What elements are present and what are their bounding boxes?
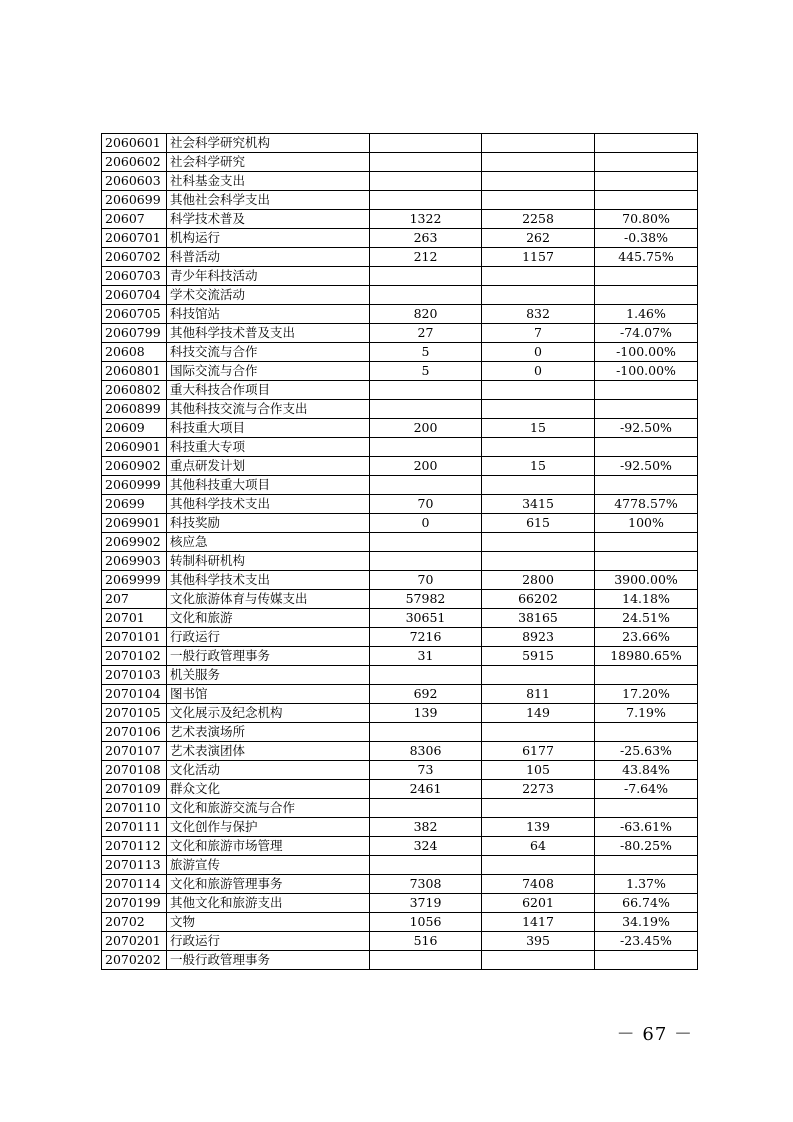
change-rate-cell bbox=[595, 134, 698, 153]
subject-code-cell: 2060705 bbox=[102, 305, 167, 324]
change-rate-cell: 3900.00% bbox=[595, 571, 698, 590]
change-rate-cell bbox=[595, 267, 698, 286]
subject-code-cell: 2070202 bbox=[102, 951, 167, 970]
change-rate-cell: 7.19% bbox=[595, 704, 698, 723]
change-rate-cell: -74.07% bbox=[595, 324, 698, 343]
subject-name-cell: 社会科学研究 bbox=[167, 153, 370, 172]
subject-code-cell: 2070110 bbox=[102, 799, 167, 818]
change-rate-cell bbox=[595, 552, 698, 571]
current-year-value-cell: 2258 bbox=[482, 210, 595, 229]
subject-name-cell: 国际交流与合作 bbox=[167, 362, 370, 381]
current-year-value-cell: 811 bbox=[482, 685, 595, 704]
change-rate-cell bbox=[595, 381, 698, 400]
change-rate-cell: 1.37% bbox=[595, 875, 698, 894]
current-year-value-cell bbox=[482, 134, 595, 153]
subject-name-cell: 转制科研机构 bbox=[167, 552, 370, 571]
subject-name-cell: 科学技术普及 bbox=[167, 210, 370, 229]
subject-name-cell: 旅游宣传 bbox=[167, 856, 370, 875]
subject-name-cell: 科技重大项目 bbox=[167, 419, 370, 438]
subject-code-cell: 20608 bbox=[102, 343, 167, 362]
prior-year-value-cell bbox=[370, 951, 482, 970]
prior-year-value-cell bbox=[370, 438, 482, 457]
change-rate-cell bbox=[595, 438, 698, 457]
change-rate-cell: -0.38% bbox=[595, 229, 698, 248]
change-rate-cell bbox=[595, 856, 698, 875]
prior-year-value-cell: 0 bbox=[370, 514, 482, 533]
current-year-value-cell bbox=[482, 267, 595, 286]
prior-year-value-cell bbox=[370, 381, 482, 400]
current-year-value-cell: 5915 bbox=[482, 647, 595, 666]
prior-year-value-cell bbox=[370, 666, 482, 685]
table-row bbox=[102, 400, 698, 419]
table-row bbox=[102, 761, 698, 780]
prior-year-value-cell bbox=[370, 134, 482, 153]
prior-year-value-cell: 73 bbox=[370, 761, 482, 780]
table-row bbox=[102, 248, 698, 267]
change-rate-cell: -92.50% bbox=[595, 419, 698, 438]
current-year-value-cell bbox=[482, 533, 595, 552]
budget-table-body bbox=[102, 134, 698, 970]
subject-name-cell: 其他科技重大项目 bbox=[167, 476, 370, 495]
subject-name-cell: 文化和旅游交流与合作 bbox=[167, 799, 370, 818]
subject-code-cell: 2060899 bbox=[102, 400, 167, 419]
table-row bbox=[102, 609, 698, 628]
subject-code-cell: 2069901 bbox=[102, 514, 167, 533]
subject-code-cell: 2070111 bbox=[102, 818, 167, 837]
prior-year-value-cell: 139 bbox=[370, 704, 482, 723]
subject-code-cell: 2070103 bbox=[102, 666, 167, 685]
table-row bbox=[102, 552, 698, 571]
prior-year-value-cell: 5 bbox=[370, 362, 482, 381]
change-rate-cell: 23.66% bbox=[595, 628, 698, 647]
prior-year-value-cell: 1056 bbox=[370, 913, 482, 932]
subject-code-cell: 2060703 bbox=[102, 267, 167, 286]
prior-year-value-cell bbox=[370, 267, 482, 286]
change-rate-cell: -80.25% bbox=[595, 837, 698, 856]
subject-name-cell: 一般行政管理事务 bbox=[167, 647, 370, 666]
prior-year-value-cell: 8306 bbox=[370, 742, 482, 761]
table-row bbox=[102, 343, 698, 362]
subject-code-cell: 2070101 bbox=[102, 628, 167, 647]
table-row bbox=[102, 514, 698, 533]
prior-year-value-cell: 27 bbox=[370, 324, 482, 343]
table-row bbox=[102, 913, 698, 932]
subject-name-cell: 其他科学技术普及支出 bbox=[167, 324, 370, 343]
subject-name-cell: 艺术表演场所 bbox=[167, 723, 370, 742]
prior-year-value-cell bbox=[370, 172, 482, 191]
prior-year-value-cell: 692 bbox=[370, 685, 482, 704]
prior-year-value-cell: 57982 bbox=[370, 590, 482, 609]
subject-name-cell: 文化活动 bbox=[167, 761, 370, 780]
current-year-value-cell bbox=[482, 381, 595, 400]
subject-code-cell: 2069903 bbox=[102, 552, 167, 571]
prior-year-value-cell bbox=[370, 153, 482, 172]
table-row bbox=[102, 951, 698, 970]
subject-code-cell: 2060704 bbox=[102, 286, 167, 305]
subject-code-cell: 2060603 bbox=[102, 172, 167, 191]
table-row bbox=[102, 590, 698, 609]
change-rate-cell: 1.46% bbox=[595, 305, 698, 324]
table-row bbox=[102, 704, 698, 723]
current-year-value-cell: 2273 bbox=[482, 780, 595, 799]
subject-code-cell: 2070114 bbox=[102, 875, 167, 894]
change-rate-cell: 100% bbox=[595, 514, 698, 533]
prior-year-value-cell: 212 bbox=[370, 248, 482, 267]
subject-code-cell: 2069999 bbox=[102, 571, 167, 590]
table-row bbox=[102, 229, 698, 248]
table-row bbox=[102, 837, 698, 856]
subject-name-cell: 文化展示及纪念机构 bbox=[167, 704, 370, 723]
subject-code-cell: 2060699 bbox=[102, 191, 167, 210]
prior-year-value-cell: 70 bbox=[370, 495, 482, 514]
subject-code-cell: 2060901 bbox=[102, 438, 167, 457]
table-row bbox=[102, 324, 698, 343]
current-year-value-cell bbox=[482, 191, 595, 210]
table-row bbox=[102, 571, 698, 590]
subject-code-cell: 2060601 bbox=[102, 134, 167, 153]
subject-name-cell: 社会科学研究机构 bbox=[167, 134, 370, 153]
prior-year-value-cell: 7216 bbox=[370, 628, 482, 647]
table-row bbox=[102, 742, 698, 761]
subject-name-cell: 艺术表演团体 bbox=[167, 742, 370, 761]
change-rate-cell bbox=[595, 723, 698, 742]
subject-code-cell: 20607 bbox=[102, 210, 167, 229]
prior-year-value-cell: 30651 bbox=[370, 609, 482, 628]
subject-code-cell: 2070113 bbox=[102, 856, 167, 875]
current-year-value-cell: 262 bbox=[482, 229, 595, 248]
subject-code-cell: 2070108 bbox=[102, 761, 167, 780]
prior-year-value-cell: 263 bbox=[370, 229, 482, 248]
subject-name-cell: 科技重大专项 bbox=[167, 438, 370, 457]
subject-name-cell: 文化和旅游管理事务 bbox=[167, 875, 370, 894]
subject-name-cell: 行政运行 bbox=[167, 932, 370, 951]
change-rate-cell: -100.00% bbox=[595, 362, 698, 381]
current-year-value-cell: 1417 bbox=[482, 913, 595, 932]
current-year-value-cell bbox=[482, 951, 595, 970]
current-year-value-cell bbox=[482, 723, 595, 742]
current-year-value-cell: 149 bbox=[482, 704, 595, 723]
subject-name-cell: 科技馆站 bbox=[167, 305, 370, 324]
current-year-value-cell: 64 bbox=[482, 837, 595, 856]
subject-name-cell: 文化和旅游 bbox=[167, 609, 370, 628]
subject-name-cell: 社科基金支出 bbox=[167, 172, 370, 191]
subject-name-cell: 其他科技交流与合作支出 bbox=[167, 400, 370, 419]
current-year-value-cell: 6177 bbox=[482, 742, 595, 761]
subject-name-cell: 机构运行 bbox=[167, 229, 370, 248]
change-rate-cell bbox=[595, 191, 698, 210]
subject-code-cell: 2070199 bbox=[102, 894, 167, 913]
subject-code-cell: 20609 bbox=[102, 419, 167, 438]
subject-code-cell: 2070107 bbox=[102, 742, 167, 761]
subject-code-cell: 2060602 bbox=[102, 153, 167, 172]
prior-year-value-cell: 200 bbox=[370, 419, 482, 438]
subject-code-cell: 20702 bbox=[102, 913, 167, 932]
change-rate-cell bbox=[595, 666, 698, 685]
subject-code-cell: 2060702 bbox=[102, 248, 167, 267]
subject-code-cell: 20701 bbox=[102, 609, 167, 628]
subject-code-cell: 2070112 bbox=[102, 837, 167, 856]
current-year-value-cell: 105 bbox=[482, 761, 595, 780]
table-row bbox=[102, 476, 698, 495]
subject-code-cell: 2070102 bbox=[102, 647, 167, 666]
subject-name-cell: 学术交流活动 bbox=[167, 286, 370, 305]
table-row bbox=[102, 286, 698, 305]
subject-name-cell: 图书馆 bbox=[167, 685, 370, 704]
prior-year-value-cell bbox=[370, 476, 482, 495]
change-rate-cell: -92.50% bbox=[595, 457, 698, 476]
change-rate-cell bbox=[595, 153, 698, 172]
subject-code-cell: 2070104 bbox=[102, 685, 167, 704]
subject-name-cell: 文化旅游体育与传媒支出 bbox=[167, 590, 370, 609]
subject-code-cell: 2060801 bbox=[102, 362, 167, 381]
change-rate-cell: 43.84% bbox=[595, 761, 698, 780]
change-rate-cell: 4778.57% bbox=[595, 495, 698, 514]
table-row bbox=[102, 875, 698, 894]
change-rate-cell bbox=[595, 533, 698, 552]
subject-code-cell: 2070109 bbox=[102, 780, 167, 799]
change-rate-cell bbox=[595, 951, 698, 970]
current-year-value-cell: 1157 bbox=[482, 248, 595, 267]
subject-name-cell: 其他文化和旅游支出 bbox=[167, 894, 370, 913]
current-year-value-cell: 15 bbox=[482, 419, 595, 438]
current-year-value-cell bbox=[482, 799, 595, 818]
table-row bbox=[102, 533, 698, 552]
prior-year-value-cell bbox=[370, 533, 482, 552]
table-row bbox=[102, 818, 698, 837]
table-row bbox=[102, 419, 698, 438]
subject-name-cell: 科普活动 bbox=[167, 248, 370, 267]
table-row bbox=[102, 210, 698, 229]
subject-code-cell: 2060799 bbox=[102, 324, 167, 343]
table-row bbox=[102, 438, 698, 457]
table-row bbox=[102, 856, 698, 875]
change-rate-cell: 445.75% bbox=[595, 248, 698, 267]
current-year-value-cell: 139 bbox=[482, 818, 595, 837]
change-rate-cell bbox=[595, 286, 698, 305]
subject-name-cell: 科技奖励 bbox=[167, 514, 370, 533]
subject-name-cell: 行政运行 bbox=[167, 628, 370, 647]
subject-code-cell: 207 bbox=[102, 590, 167, 609]
change-rate-cell: 18980.65% bbox=[595, 647, 698, 666]
subject-name-cell: 一般行政管理事务 bbox=[167, 951, 370, 970]
table-row bbox=[102, 780, 698, 799]
current-year-value-cell: 0 bbox=[482, 343, 595, 362]
prior-year-value-cell: 5 bbox=[370, 343, 482, 362]
prior-year-value-cell bbox=[370, 723, 482, 742]
subject-code-cell: 2060802 bbox=[102, 381, 167, 400]
subject-code-cell: 2060701 bbox=[102, 229, 167, 248]
table-row bbox=[102, 723, 698, 742]
table-row bbox=[102, 666, 698, 685]
table-row bbox=[102, 685, 698, 704]
current-year-value-cell: 15 bbox=[482, 457, 595, 476]
prior-year-value-cell: 820 bbox=[370, 305, 482, 324]
prior-year-value-cell: 31 bbox=[370, 647, 482, 666]
table-row bbox=[102, 894, 698, 913]
subject-name-cell: 文物 bbox=[167, 913, 370, 932]
table-row bbox=[102, 647, 698, 666]
change-rate-cell bbox=[595, 799, 698, 818]
page-number: － 67 － bbox=[616, 1024, 693, 1045]
table-row bbox=[102, 305, 698, 324]
subject-name-cell: 科技交流与合作 bbox=[167, 343, 370, 362]
current-year-value-cell: 3415 bbox=[482, 495, 595, 514]
current-year-value-cell bbox=[482, 438, 595, 457]
table-row bbox=[102, 495, 698, 514]
current-year-value-cell: 38165 bbox=[482, 609, 595, 628]
subject-name-cell: 其他科学技术支出 bbox=[167, 495, 370, 514]
table-row bbox=[102, 267, 698, 286]
subject-name-cell: 青少年科技活动 bbox=[167, 267, 370, 286]
subject-code-cell: 20699 bbox=[102, 495, 167, 514]
subject-code-cell: 2060999 bbox=[102, 476, 167, 495]
table-row bbox=[102, 628, 698, 647]
subject-code-cell: 2060902 bbox=[102, 457, 167, 476]
subject-code-cell: 2069902 bbox=[102, 533, 167, 552]
current-year-value-cell: 832 bbox=[482, 305, 595, 324]
subject-name-cell: 群众文化 bbox=[167, 780, 370, 799]
subject-name-cell: 文化和旅游市场管理 bbox=[167, 837, 370, 856]
prior-year-value-cell: 382 bbox=[370, 818, 482, 837]
subject-name-cell: 重点研发计划 bbox=[167, 457, 370, 476]
subject-code-cell: 2070105 bbox=[102, 704, 167, 723]
table-row bbox=[102, 362, 698, 381]
change-rate-cell: 66.74% bbox=[595, 894, 698, 913]
subject-name-cell: 文化创作与保护 bbox=[167, 818, 370, 837]
current-year-value-cell: 0 bbox=[482, 362, 595, 381]
current-year-value-cell bbox=[482, 476, 595, 495]
change-rate-cell bbox=[595, 400, 698, 419]
change-rate-cell bbox=[595, 172, 698, 191]
prior-year-value-cell bbox=[370, 191, 482, 210]
table-row bbox=[102, 153, 698, 172]
prior-year-value-cell: 7308 bbox=[370, 875, 482, 894]
change-rate-cell: -63.61% bbox=[595, 818, 698, 837]
current-year-value-cell: 6201 bbox=[482, 894, 595, 913]
subject-code-cell: 2070106 bbox=[102, 723, 167, 742]
current-year-value-cell bbox=[482, 856, 595, 875]
prior-year-value-cell: 1322 bbox=[370, 210, 482, 229]
current-year-value-cell: 8923 bbox=[482, 628, 595, 647]
prior-year-value-cell: 516 bbox=[370, 932, 482, 951]
current-year-value-cell: 66202 bbox=[482, 590, 595, 609]
table-row bbox=[102, 191, 698, 210]
change-rate-cell: 34.19% bbox=[595, 913, 698, 932]
prior-year-value-cell: 3719 bbox=[370, 894, 482, 913]
table-row bbox=[102, 799, 698, 818]
change-rate-cell: 24.51% bbox=[595, 609, 698, 628]
prior-year-value-cell bbox=[370, 400, 482, 419]
current-year-value-cell bbox=[482, 552, 595, 571]
change-rate-cell: -7.64% bbox=[595, 780, 698, 799]
current-year-value-cell: 7408 bbox=[482, 875, 595, 894]
table-row bbox=[102, 172, 698, 191]
table-row bbox=[102, 381, 698, 400]
table-row bbox=[102, 932, 698, 951]
prior-year-value-cell: 2461 bbox=[370, 780, 482, 799]
subject-name-cell: 机关服务 bbox=[167, 666, 370, 685]
prior-year-value-cell bbox=[370, 552, 482, 571]
prior-year-value-cell bbox=[370, 799, 482, 818]
current-year-value-cell bbox=[482, 286, 595, 305]
prior-year-value-cell bbox=[370, 286, 482, 305]
current-year-value-cell bbox=[482, 400, 595, 419]
change-rate-cell: -100.00% bbox=[595, 343, 698, 362]
change-rate-cell: 70.80% bbox=[595, 210, 698, 229]
current-year-value-cell bbox=[482, 172, 595, 191]
prior-year-value-cell: 324 bbox=[370, 837, 482, 856]
change-rate-cell bbox=[595, 476, 698, 495]
subject-code-cell: 2070201 bbox=[102, 932, 167, 951]
budget-table bbox=[101, 133, 698, 970]
current-year-value-cell bbox=[482, 666, 595, 685]
current-year-value-cell bbox=[482, 153, 595, 172]
table-row bbox=[102, 457, 698, 476]
subject-name-cell: 核应急 bbox=[167, 533, 370, 552]
change-rate-cell: -25.63% bbox=[595, 742, 698, 761]
current-year-value-cell: 2800 bbox=[482, 571, 595, 590]
current-year-value-cell: 615 bbox=[482, 514, 595, 533]
change-rate-cell: 17.20% bbox=[595, 685, 698, 704]
table-row bbox=[102, 134, 698, 153]
prior-year-value-cell: 200 bbox=[370, 457, 482, 476]
subject-name-cell: 其他科学技术支出 bbox=[167, 571, 370, 590]
subject-name-cell: 其他社会科学支出 bbox=[167, 191, 370, 210]
change-rate-cell: 14.18% bbox=[595, 590, 698, 609]
current-year-value-cell: 7 bbox=[482, 324, 595, 343]
change-rate-cell: -23.45% bbox=[595, 932, 698, 951]
prior-year-value-cell bbox=[370, 856, 482, 875]
current-year-value-cell: 395 bbox=[482, 932, 595, 951]
subject-name-cell: 重大科技合作项目 bbox=[167, 381, 370, 400]
prior-year-value-cell: 70 bbox=[370, 571, 482, 590]
